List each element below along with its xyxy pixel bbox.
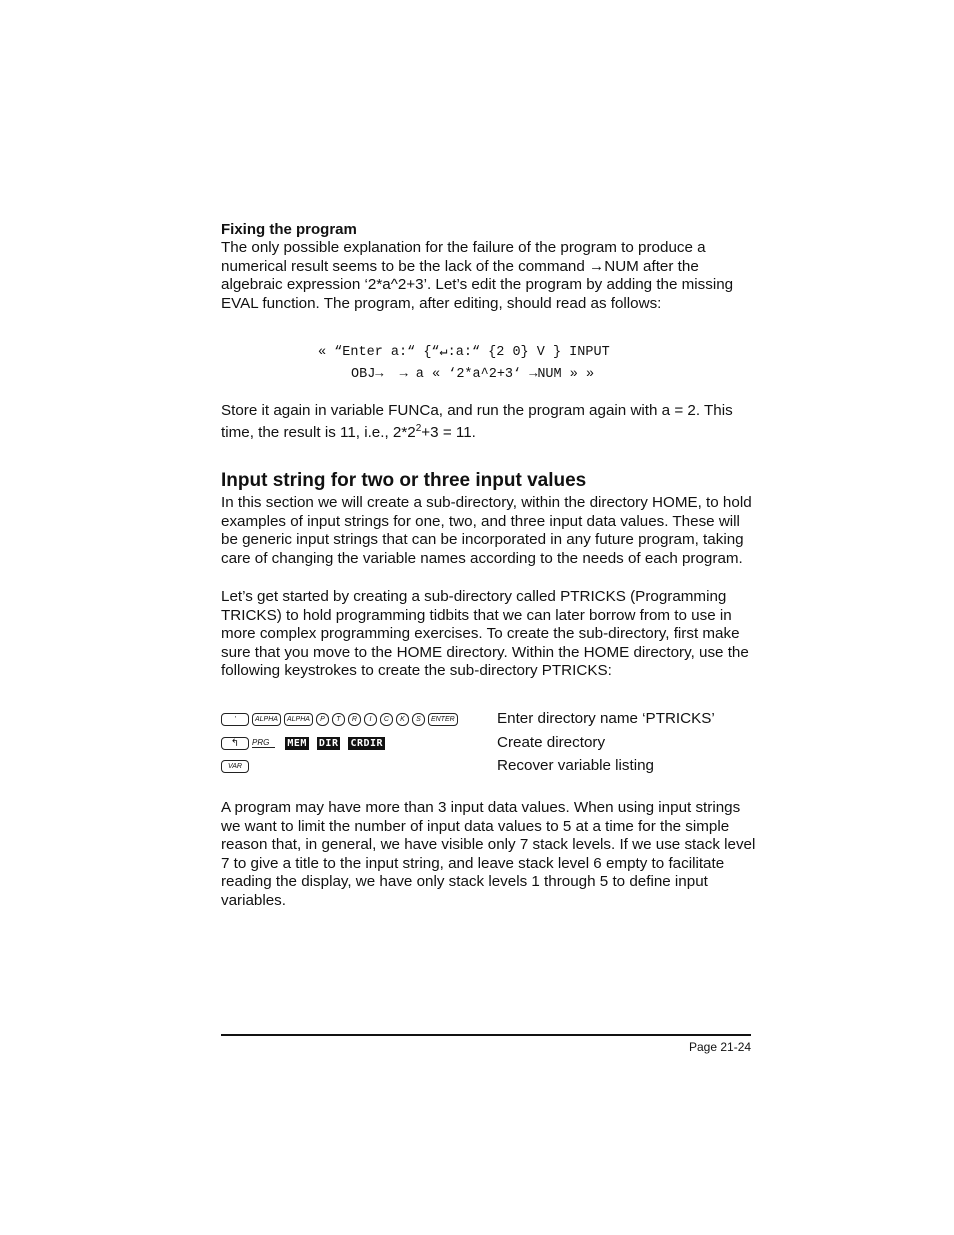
r-key: R xyxy=(348,713,361,726)
text-line: care of changing the variable names according to the needs of each program. xyxy=(221,549,743,567)
text-line: be generic input strings that can be incorporated in any future program, taking xyxy=(221,531,744,549)
prg-label: PRG xyxy=(252,738,275,748)
alpha-key: ALPHA xyxy=(284,713,313,726)
keystroke-row-2 xyxy=(221,734,385,752)
text-line: Store it again in variable FUNCa, and run the program again with a = 2. This xyxy=(221,402,733,419)
p-key: P xyxy=(316,713,329,726)
store-text: +3 = 11. xyxy=(421,423,476,441)
quote-key: ' xyxy=(221,713,249,726)
keystroke-desc-3: Recover variable listing xyxy=(497,757,655,774)
program-line-2: OBJ→ → a « ‘2*a^2+3‘ →NUM » » xyxy=(351,367,595,382)
k-key: K xyxy=(396,713,409,726)
text-line: reading the display, we have only stack levels 1 through 5 to define input xyxy=(221,873,708,891)
mem-softkey: MEM xyxy=(287,737,307,749)
fixing-paragraph xyxy=(221,239,761,313)
text-line: In this section we will create a sub-directory, within the directory HOME, to hold xyxy=(221,494,752,511)
text-line: examples of input strings for one, two, and three input data values. These will xyxy=(221,512,740,530)
text-line: sure that you move to the HOME directory. Within the HOME directory, use the xyxy=(221,643,749,661)
t-key: T xyxy=(332,713,345,726)
section-paragraph-1 xyxy=(221,494,761,568)
enter-key: ENTER xyxy=(428,713,458,726)
text-line: following keystrokes to create the sub-directory PTRICKS: xyxy=(221,662,612,680)
keystroke-desc-2: Create directory xyxy=(497,734,606,751)
keystroke-desc-1: Enter directory name ‘PTRICKS’ xyxy=(497,710,715,727)
text-line: The only possible explanation for the failure of the program to produce a xyxy=(221,239,706,256)
keystroke-row-3 xyxy=(221,757,249,775)
crdir-softkey: CRDIR xyxy=(350,737,384,749)
i-key: I xyxy=(364,713,377,726)
text-line: we want to limit the number of input data values to 5 at a time for the simple xyxy=(221,817,730,835)
section-paragraph-2 xyxy=(221,588,761,681)
c-key: C xyxy=(380,713,393,726)
dir-softkey: DIR xyxy=(318,737,339,749)
text-line: more complex programming exercises. To create the sub-directory, first make xyxy=(221,625,740,643)
text-line: reason that, in general, we have visible only 7 stack levels. If we use stack level xyxy=(221,836,756,854)
footer-rule xyxy=(221,1034,751,1036)
text-line: algebraic expression ‘2*a^2+3’. Let’s edit the program by adding the missing xyxy=(221,276,734,294)
closing-paragraph xyxy=(221,799,761,911)
text-line: A program may have more than 3 input data values. When using input strings xyxy=(221,799,741,816)
text-line: Let’s get started by creating a sub-directory called PTRICKS (Programming xyxy=(221,588,727,605)
keystroke-row-1 xyxy=(221,710,458,728)
program-line-1: « “Enter a:“ {“↵:a:“ {2 0} V } INPUT xyxy=(318,345,610,360)
text-line: 7 to give a title to the input string, and leave stack level 6 empty to facilitate xyxy=(221,854,725,872)
text-line: numerical result seems to be the lack of the command →NUM after the xyxy=(221,257,699,275)
page-number: Page 21-24 xyxy=(689,1040,752,1054)
section-heading: Input string for two or three input values xyxy=(221,470,587,491)
fixing-heading: Fixing the program xyxy=(221,221,357,238)
alpha-key: ALPHA xyxy=(252,713,281,726)
var-key: VAR xyxy=(221,760,249,773)
s-key: S xyxy=(412,713,425,726)
text-line: TRICKS) to hold programming tidbits that we can later borrow from to use in xyxy=(221,606,732,624)
text-line xyxy=(221,424,761,443)
store-text: time, the result is 11, i.e., 2*2 xyxy=(221,423,416,441)
text-line: variables. xyxy=(221,891,286,909)
store-paragraph xyxy=(221,402,761,442)
left-shift-key: ↰ xyxy=(221,737,249,750)
exponent: 2 xyxy=(415,422,422,434)
text-line: EVAL function. The program, after editing, should read as follows: xyxy=(221,294,662,312)
